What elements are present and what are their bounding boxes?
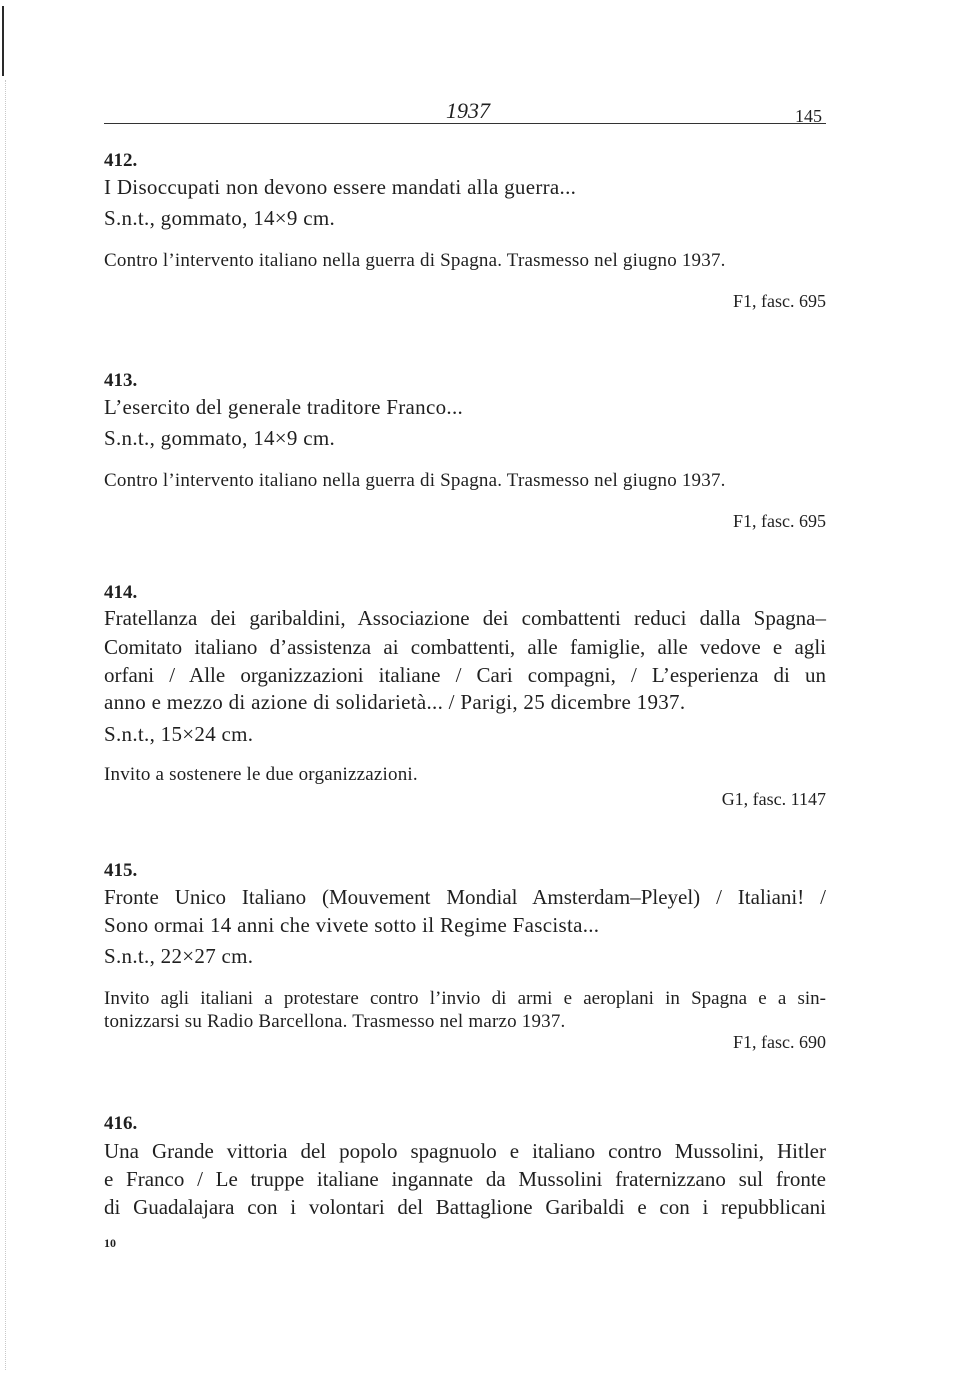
entry-413-format: S.n.t., gommato, 14×9 cm. (104, 426, 336, 450)
running-head-year: 1937 (446, 98, 490, 123)
entry-413-number: 413. (104, 370, 138, 391)
entry-415-description-line-2: tonizzarsi su Radio Barcellona. Trasmesso nel marzo 1937. (104, 1011, 566, 1032)
entry-416-title-line-2: e Franco / Le truppe italiane ingannate da Mussolini fraternizzano sul fronte (104, 1167, 826, 1191)
scan-dotted-margin (5, 80, 7, 1370)
entry-415-title-line-2: Sono ormai 14 anni che vivete sotto il Regime Fascista... (104, 913, 600, 937)
entry-414-number: 414. (104, 582, 138, 603)
entry-414-format: S.n.t., 15×24 cm. (104, 722, 254, 746)
entry-416-number: 416. (104, 1113, 138, 1134)
entry-414-title-line-4: anno e mezzo di azione di solidarietà... / Parigi, 25 dicembre 1937. (104, 690, 686, 714)
entry-415-reference: F1, fasc. 690 (733, 1032, 826, 1052)
entry-414-title-line-1: Fratellanza dei garibaldini, Associazione dei combattenti reduci dalla Spagna– (104, 606, 826, 630)
signature-mark: 10 (104, 1236, 116, 1250)
entry-413-title: L’esercito del generale traditore Franco... (104, 395, 464, 419)
entry-414-title-line-2: Comitato italiano d’assistenza ai combattenti, alle famiglie, alle vedove e agli (104, 635, 826, 659)
entry-412-reference: F1, fasc. 695 (733, 291, 826, 311)
entry-416-title-line-3: di Guadalajara con i volontari del Battaglione Garibaldi e con i repubblicani (104, 1195, 826, 1219)
entry-414-description: Invito a sostenere le due organizzazioni. (104, 764, 418, 785)
entry-416-title-line-1: Una Grande vittoria del popolo spagnuolo e italiano contro Mussolini, Hitler (104, 1139, 826, 1163)
entry-413-reference: F1, fasc. 695 (733, 511, 826, 531)
entry-415-format: S.n.t., 22×27 cm. (104, 944, 254, 968)
entry-415-number: 415. (104, 860, 138, 881)
entry-415-title-line-1: Fronte Unico Italiano (Mouvement Mondial Amsterdam–Pleyel) / Italiani! / (104, 885, 826, 909)
entry-412-title: I Disoccupati non devono essere mandati alla guerra... (104, 175, 577, 199)
entry-412-number: 412. (104, 150, 138, 171)
entry-414-title-line-3: orfani / Alle organizzazioni italiane / Cari compagni, / L’esperienza di un (104, 663, 826, 687)
entry-414-reference: G1, fasc. 1147 (721, 789, 826, 809)
entry-415-description-line-1: Invito agli italiani a protestare contro l’invio di armi e aeroplani in Spagna e a sin- (104, 988, 826, 1009)
entry-412-description: Contro l’intervento italiano nella guerra di Spagna. Trasmesso nel giugno 1937. (104, 250, 726, 271)
scan-edge-mark (2, 6, 4, 76)
entry-413-description: Contro l’intervento italiano nella guerra di Spagna. Trasmesso nel giugno 1937. (104, 470, 726, 491)
page-number: 145 (795, 106, 822, 126)
entry-412-format: S.n.t., gommato, 14×9 cm. (104, 206, 336, 230)
running-head-rule (104, 123, 826, 124)
